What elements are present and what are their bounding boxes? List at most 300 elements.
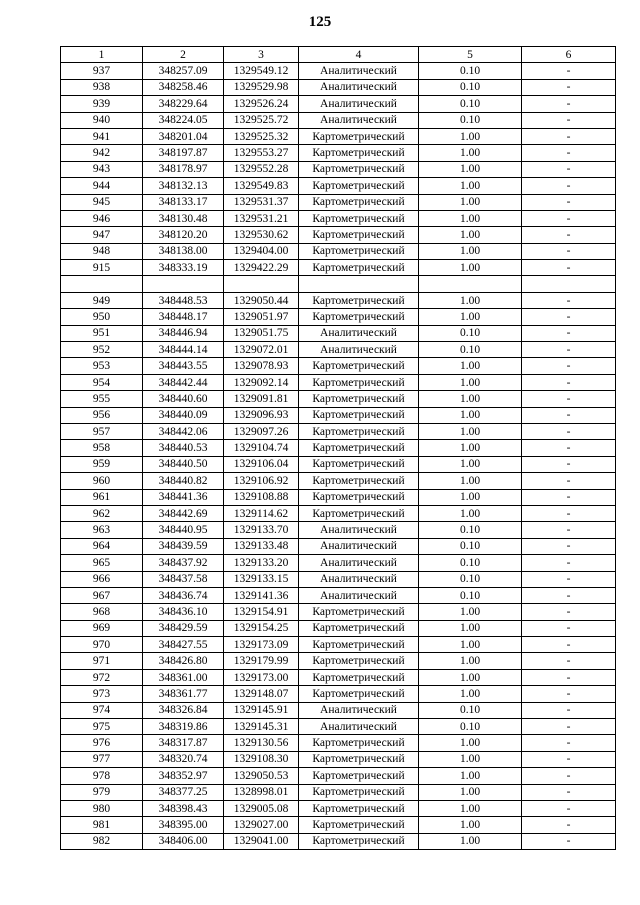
note-cell: -	[522, 456, 616, 472]
table-row	[61, 79, 616, 95]
note-cell: -	[522, 128, 616, 144]
method-cell: Картометрический	[299, 260, 419, 276]
table-row	[61, 751, 616, 767]
point-number-cell: 951	[61, 325, 143, 341]
table-row	[61, 768, 616, 784]
method-cell: Аналитический	[299, 79, 419, 95]
x-coordinate-cell: 348201.04	[143, 128, 224, 144]
method-cell: Картометрический	[299, 194, 419, 210]
note-cell: -	[522, 817, 616, 833]
accuracy-cell: 1.00	[419, 260, 522, 276]
accuracy-cell: 1.00	[419, 735, 522, 751]
x-coordinate-cell: 348197.87	[143, 145, 224, 161]
note-cell: -	[522, 342, 616, 358]
accuracy-cell: 1.00	[419, 309, 522, 325]
note-cell: -	[522, 423, 616, 439]
y-coordinate-cell: 1329050.44	[224, 292, 299, 308]
y-coordinate-cell: 1329133.15	[224, 571, 299, 587]
point-number-cell: 958	[61, 440, 143, 456]
point-number-cell: 965	[61, 555, 143, 571]
accuracy-cell: 1.00	[419, 505, 522, 521]
y-coordinate-cell: 1329072.01	[224, 342, 299, 358]
point-number-cell: 976	[61, 735, 143, 751]
method-cell: Картометрический	[299, 489, 419, 505]
point-number-cell: 959	[61, 456, 143, 472]
y-coordinate-cell: 1329530.62	[224, 227, 299, 243]
x-coordinate-cell: 348229.64	[143, 96, 224, 112]
accuracy-cell: 1.00	[419, 637, 522, 653]
accuracy-cell: 0.10	[419, 702, 522, 718]
note-cell: -	[522, 686, 616, 702]
column-header-5: 5	[419, 47, 522, 63]
table-row	[61, 637, 616, 653]
method-cell: Картометрический	[299, 440, 419, 456]
point-number-cell: 963	[61, 522, 143, 538]
note-cell: -	[522, 391, 616, 407]
method-cell: Картометрический	[299, 751, 419, 767]
y-coordinate-cell: 1329106.04	[224, 456, 299, 472]
accuracy-cell: 0.10	[419, 555, 522, 571]
y-coordinate-cell: 1328998.01	[224, 784, 299, 800]
method-cell: Аналитический	[299, 112, 419, 128]
note-cell: -	[522, 407, 616, 423]
x-coordinate-cell: 348398.43	[143, 800, 224, 816]
point-number-cell: 953	[61, 358, 143, 374]
method-cell: Картометрический	[299, 145, 419, 161]
x-coordinate-cell: 348442.06	[143, 423, 224, 439]
y-coordinate-cell: 1329525.32	[224, 128, 299, 144]
table-row	[61, 702, 616, 718]
note-cell: -	[522, 522, 616, 538]
coordinates-table	[60, 46, 616, 850]
y-coordinate-cell: 1329141.36	[224, 587, 299, 603]
method-cell: Картометрический	[299, 374, 419, 390]
method-cell: Аналитический	[299, 538, 419, 554]
method-cell: Картометрический	[299, 653, 419, 669]
x-coordinate-cell: 348442.69	[143, 505, 224, 521]
table-row	[61, 669, 616, 685]
point-number-cell: 939	[61, 96, 143, 112]
note-cell: -	[522, 768, 616, 784]
method-cell: Картометрический	[299, 178, 419, 194]
method-cell: Картометрический	[299, 358, 419, 374]
point-number-cell: 949	[61, 292, 143, 308]
method-cell: Картометрический	[299, 407, 419, 423]
point-number-cell: 968	[61, 604, 143, 620]
table-row	[61, 292, 616, 308]
y-coordinate-cell: 1329091.81	[224, 391, 299, 407]
note-cell: -	[522, 161, 616, 177]
accuracy-cell: 0.10	[419, 719, 522, 735]
x-coordinate-cell: 348436.74	[143, 587, 224, 603]
point-number-cell: 961	[61, 489, 143, 505]
table-row	[61, 161, 616, 177]
x-coordinate-cell: 348426.80	[143, 653, 224, 669]
table-row	[61, 456, 616, 472]
table-row	[61, 325, 616, 341]
accuracy-cell: 1.00	[419, 653, 522, 669]
table-row	[61, 342, 616, 358]
point-number-cell: 915	[61, 260, 143, 276]
method-cell: Картометрический	[299, 473, 419, 489]
table-row	[61, 473, 616, 489]
y-coordinate-cell: 1329148.07	[224, 686, 299, 702]
method-cell: Картометрический	[299, 833, 419, 849]
x-coordinate-cell: 348440.95	[143, 522, 224, 538]
point-number-cell: 966	[61, 571, 143, 587]
y-coordinate-cell: 1329050.53	[224, 768, 299, 784]
method-cell: Аналитический	[299, 719, 419, 735]
column-header-4: 4	[299, 47, 419, 63]
y-coordinate-cell: 1329145.91	[224, 702, 299, 718]
x-coordinate-cell: 348436.10	[143, 604, 224, 620]
method-cell: Аналитический	[299, 325, 419, 341]
method-cell: Картометрический	[299, 604, 419, 620]
x-coordinate-cell: 348444.14	[143, 342, 224, 358]
point-number-cell: 950	[61, 309, 143, 325]
x-coordinate-cell: 348443.55	[143, 358, 224, 374]
x-coordinate-cell: 348352.97	[143, 768, 224, 784]
x-coordinate-cell: 348319.86	[143, 719, 224, 735]
table-row	[61, 653, 616, 669]
x-coordinate-cell: 348326.84	[143, 702, 224, 718]
accuracy-cell: 1.00	[419, 161, 522, 177]
accuracy-cell: 1.00	[419, 800, 522, 816]
y-coordinate-cell: 1329114.62	[224, 505, 299, 521]
method-cell: Аналитический	[299, 587, 419, 603]
accuracy-cell: 1.00	[419, 407, 522, 423]
accuracy-cell: 1.00	[419, 817, 522, 833]
point-number-cell: 979	[61, 784, 143, 800]
accuracy-cell: 0.10	[419, 96, 522, 112]
x-coordinate-cell: 348439.59	[143, 538, 224, 554]
x-coordinate-cell: 348333.19	[143, 260, 224, 276]
note-cell: -	[522, 653, 616, 669]
note-cell: -	[522, 719, 616, 735]
accuracy-cell: 1.00	[419, 145, 522, 161]
table-row	[61, 833, 616, 849]
accuracy-cell: 1.00	[419, 423, 522, 439]
y-coordinate-cell: 1329145.31	[224, 719, 299, 735]
y-coordinate-cell: 1329531.21	[224, 210, 299, 226]
x-coordinate-cell: 348130.48	[143, 210, 224, 226]
method-cell: Аналитический	[299, 63, 419, 79]
point-number-cell: 938	[61, 79, 143, 95]
method-cell: Картометрический	[299, 669, 419, 685]
point-number-cell: 982	[61, 833, 143, 849]
accuracy-cell: 0.10	[419, 538, 522, 554]
note-cell: -	[522, 112, 616, 128]
x-coordinate-cell: 348258.46	[143, 79, 224, 95]
note-cell: -	[522, 637, 616, 653]
method-cell: Картометрический	[299, 784, 419, 800]
x-coordinate-cell: 348429.59	[143, 620, 224, 636]
y-coordinate-cell: 1329104.74	[224, 440, 299, 456]
table-row	[61, 407, 616, 423]
table-row	[61, 571, 616, 587]
x-coordinate-cell: 348320.74	[143, 751, 224, 767]
x-coordinate-cell: 348437.58	[143, 571, 224, 587]
y-coordinate-cell: 1329529.98	[224, 79, 299, 95]
y-coordinate-cell: 1329404.00	[224, 243, 299, 259]
accuracy-cell: 0.10	[419, 522, 522, 538]
note-cell: -	[522, 505, 616, 521]
table-row	[61, 358, 616, 374]
note-cell: -	[522, 555, 616, 571]
accuracy-cell: 0.10	[419, 342, 522, 358]
x-coordinate-cell: 348440.50	[143, 456, 224, 472]
point-number-cell: 940	[61, 112, 143, 128]
point-number-cell: 967	[61, 587, 143, 603]
point-number-cell: 981	[61, 817, 143, 833]
table-row	[61, 522, 616, 538]
method-cell: Картометрический	[299, 423, 419, 439]
method-cell: Картометрический	[299, 768, 419, 784]
note-cell: -	[522, 751, 616, 767]
note-cell: -	[522, 800, 616, 816]
table-row	[61, 96, 616, 112]
note-cell: -	[522, 292, 616, 308]
note-cell: -	[522, 260, 616, 276]
note-cell: -	[522, 735, 616, 751]
table-row	[61, 128, 616, 144]
y-coordinate-cell: 1329133.48	[224, 538, 299, 554]
column-header-2: 2	[143, 47, 224, 63]
note-cell: -	[522, 538, 616, 554]
table-row	[61, 719, 616, 735]
table-row	[61, 309, 616, 325]
point-number-cell: 948	[61, 243, 143, 259]
point-number-cell: 977	[61, 751, 143, 767]
point-number-cell: 947	[61, 227, 143, 243]
y-coordinate-cell: 1329051.75	[224, 325, 299, 341]
note-cell: -	[522, 374, 616, 390]
method-cell: Картометрический	[299, 128, 419, 144]
method-cell: Картометрический	[299, 686, 419, 702]
accuracy-cell: 1.00	[419, 374, 522, 390]
accuracy-cell: 0.10	[419, 112, 522, 128]
accuracy-cell: 0.10	[419, 587, 522, 603]
note-cell: -	[522, 358, 616, 374]
accuracy-cell: 1.00	[419, 178, 522, 194]
method-cell: Аналитический	[299, 571, 419, 587]
x-coordinate-cell: 348446.94	[143, 325, 224, 341]
table-row	[61, 800, 616, 816]
point-number-cell: 969	[61, 620, 143, 636]
accuracy-cell: 1.00	[419, 473, 522, 489]
accuracy-cell: 0.10	[419, 79, 522, 95]
note-cell: -	[522, 210, 616, 226]
note-cell: -	[522, 620, 616, 636]
note-cell: -	[522, 194, 616, 210]
accuracy-cell: 1.00	[419, 227, 522, 243]
x-coordinate-cell: 348437.92	[143, 555, 224, 571]
accuracy-cell: 1.00	[419, 391, 522, 407]
accuracy-cell: 1.00	[419, 784, 522, 800]
accuracy-cell: 1.00	[419, 440, 522, 456]
y-coordinate-cell: 1329005.08	[224, 800, 299, 816]
accuracy-cell: 1.00	[419, 620, 522, 636]
method-cell: Картометрический	[299, 817, 419, 833]
point-number-cell: 946	[61, 210, 143, 226]
y-coordinate-cell: 1329549.12	[224, 63, 299, 79]
method-cell: Аналитический	[299, 342, 419, 358]
table-row	[61, 243, 616, 259]
note-cell	[522, 276, 616, 292]
method-cell	[299, 276, 419, 292]
note-cell: -	[522, 571, 616, 587]
y-coordinate-cell: 1329078.93	[224, 358, 299, 374]
y-coordinate-cell: 1329526.24	[224, 96, 299, 112]
note-cell: -	[522, 587, 616, 603]
point-number-cell: 973	[61, 686, 143, 702]
note-cell: -	[522, 702, 616, 718]
point-number-cell: 952	[61, 342, 143, 358]
note-cell: -	[522, 489, 616, 505]
method-cell: Картометрический	[299, 227, 419, 243]
note-cell: -	[522, 833, 616, 849]
table-row	[61, 210, 616, 226]
y-coordinate-cell: 1329130.56	[224, 735, 299, 751]
accuracy-cell: 1.00	[419, 833, 522, 849]
x-coordinate-cell: 348440.09	[143, 407, 224, 423]
y-coordinate-cell: 1329549.83	[224, 178, 299, 194]
x-coordinate-cell: 348224.05	[143, 112, 224, 128]
table-row	[61, 620, 616, 636]
table-row	[61, 555, 616, 571]
table-row	[61, 276, 616, 292]
point-number-cell: 964	[61, 538, 143, 554]
y-coordinate-cell: 1329096.93	[224, 407, 299, 423]
x-coordinate-cell: 348442.44	[143, 374, 224, 390]
note-cell: -	[522, 309, 616, 325]
y-coordinate-cell: 1329041.00	[224, 833, 299, 849]
y-coordinate-cell: 1329097.26	[224, 423, 299, 439]
point-number-cell: 944	[61, 178, 143, 194]
y-coordinate-cell: 1329027.00	[224, 817, 299, 833]
method-cell: Картометрический	[299, 161, 419, 177]
accuracy-cell	[419, 276, 522, 292]
point-number-cell: 970	[61, 637, 143, 653]
accuracy-cell: 1.00	[419, 194, 522, 210]
accuracy-cell: 1.00	[419, 669, 522, 685]
point-number-cell: 957	[61, 423, 143, 439]
point-number-cell: 978	[61, 768, 143, 784]
y-coordinate-cell	[224, 276, 299, 292]
y-coordinate-cell: 1329154.25	[224, 620, 299, 636]
method-cell: Картометрический	[299, 505, 419, 521]
note-cell: -	[522, 243, 616, 259]
y-coordinate-cell: 1329525.72	[224, 112, 299, 128]
table-row	[61, 440, 616, 456]
accuracy-cell: 0.10	[419, 571, 522, 587]
x-coordinate-cell: 348440.53	[143, 440, 224, 456]
y-coordinate-cell: 1329106.92	[224, 473, 299, 489]
y-coordinate-cell: 1329154.91	[224, 604, 299, 620]
note-cell: -	[522, 325, 616, 341]
table-row	[61, 227, 616, 243]
table-row	[61, 817, 616, 833]
table-body	[61, 63, 616, 850]
page-number: 125	[308, 14, 332, 30]
x-coordinate-cell: 348361.77	[143, 686, 224, 702]
point-number-cell: 942	[61, 145, 143, 161]
y-coordinate-cell: 1329173.00	[224, 669, 299, 685]
point-number-cell: 974	[61, 702, 143, 718]
table-row	[61, 604, 616, 620]
note-cell: -	[522, 473, 616, 489]
point-number-cell: 941	[61, 128, 143, 144]
table-row	[61, 686, 616, 702]
accuracy-cell: 1.00	[419, 768, 522, 784]
x-coordinate-cell: 348440.60	[143, 391, 224, 407]
y-coordinate-cell: 1329422.29	[224, 260, 299, 276]
x-coordinate-cell: 348361.00	[143, 669, 224, 685]
accuracy-cell: 1.00	[419, 358, 522, 374]
method-cell: Аналитический	[299, 702, 419, 718]
table-row	[61, 538, 616, 554]
x-coordinate-cell: 348133.17	[143, 194, 224, 210]
note-cell: -	[522, 96, 616, 112]
y-coordinate-cell: 1329133.20	[224, 555, 299, 571]
table-row	[61, 112, 616, 128]
point-number-cell: 972	[61, 669, 143, 685]
point-number-cell: 971	[61, 653, 143, 669]
method-cell: Картометрический	[299, 309, 419, 325]
table-row	[61, 505, 616, 521]
accuracy-cell: 1.00	[419, 128, 522, 144]
accuracy-cell: 0.10	[419, 63, 522, 79]
method-cell: Аналитический	[299, 555, 419, 571]
y-coordinate-cell: 1329553.27	[224, 145, 299, 161]
table-row	[61, 178, 616, 194]
x-coordinate-cell: 348120.20	[143, 227, 224, 243]
method-cell: Картометрический	[299, 292, 419, 308]
point-number-cell: 937	[61, 63, 143, 79]
x-coordinate-cell	[143, 276, 224, 292]
x-coordinate-cell: 348377.25	[143, 784, 224, 800]
method-cell: Картометрический	[299, 620, 419, 636]
x-coordinate-cell: 348178.97	[143, 161, 224, 177]
point-number-cell	[61, 276, 143, 292]
point-number-cell: 945	[61, 194, 143, 210]
table-row	[61, 145, 616, 161]
method-cell: Аналитический	[299, 96, 419, 112]
method-cell: Картометрический	[299, 391, 419, 407]
y-coordinate-cell: 1329108.88	[224, 489, 299, 505]
point-number-cell: 943	[61, 161, 143, 177]
accuracy-cell: 1.00	[419, 243, 522, 259]
point-number-cell: 955	[61, 391, 143, 407]
accuracy-cell: 1.00	[419, 456, 522, 472]
table-row	[61, 784, 616, 800]
table-row	[61, 735, 616, 751]
column-header-3: 3	[224, 47, 299, 63]
note-cell: -	[522, 178, 616, 194]
point-number-cell: 980	[61, 800, 143, 816]
accuracy-cell: 1.00	[419, 292, 522, 308]
note-cell: -	[522, 784, 616, 800]
table-row	[61, 423, 616, 439]
x-coordinate-cell: 348448.53	[143, 292, 224, 308]
note-cell: -	[522, 79, 616, 95]
y-coordinate-cell: 1329531.37	[224, 194, 299, 210]
x-coordinate-cell: 348448.17	[143, 309, 224, 325]
method-cell: Аналитический	[299, 522, 419, 538]
accuracy-cell: 1.00	[419, 210, 522, 226]
accuracy-cell: 1.00	[419, 686, 522, 702]
y-coordinate-cell: 1329179.99	[224, 653, 299, 669]
